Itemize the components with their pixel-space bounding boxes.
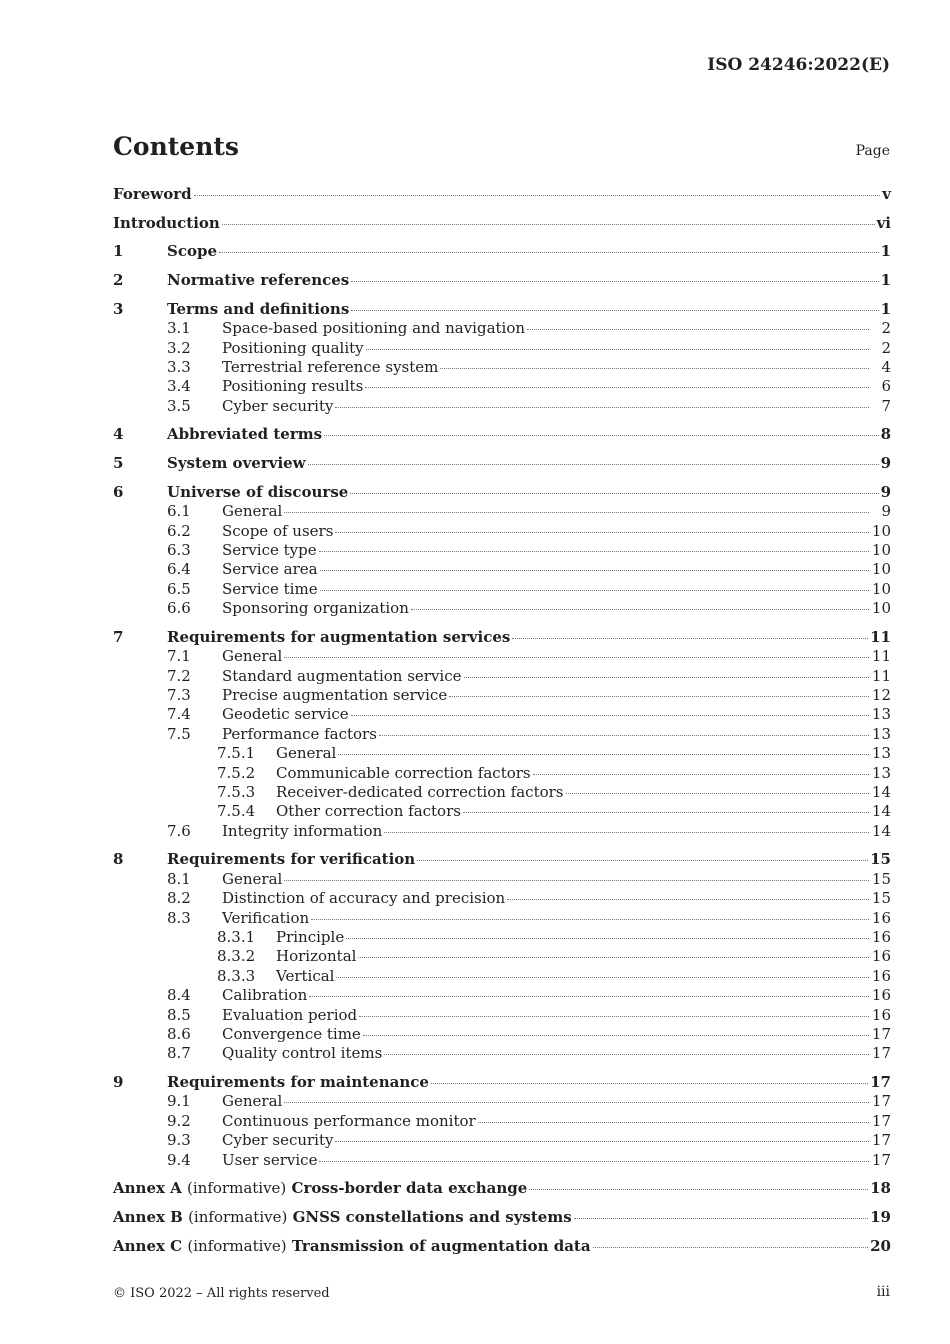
toc-entry-title [113, 1237, 591, 1255]
toc-entry-page: 20 [870, 1236, 891, 1255]
dot-leader [411, 609, 869, 610]
dot-leader [463, 812, 869, 813]
toc-entry[interactable] [113, 967, 891, 986]
toc-entry[interactable] [113, 928, 891, 947]
toc-entry-title: Quality control items [222, 1044, 383, 1063]
dot-leader [478, 1122, 869, 1123]
dot-leader [417, 860, 868, 861]
toc-entry[interactable] [113, 628, 891, 647]
toc-entry-page: v [882, 185, 891, 203]
toc-entry-number: 7.5.4 [217, 802, 256, 821]
annex-title: Transmission of augmentation data [291, 1236, 591, 1255]
toc-entry[interactable] [113, 454, 891, 473]
toc-entry[interactable] [113, 1112, 891, 1131]
toc-entry[interactable] [113, 1073, 891, 1092]
toc-entry[interactable] [113, 1025, 891, 1044]
toc-entry[interactable] [113, 705, 891, 724]
toc-entry-title: Precise augmentation service [222, 685, 448, 704]
toc-entry[interactable] [113, 909, 891, 928]
toc-entry-number: 2 [113, 271, 124, 290]
toc-entry-number: 3.1 [167, 319, 191, 338]
toc-entry-page: 1 [880, 299, 891, 318]
toc-entry-title: Introduction [113, 213, 220, 232]
annex-label: Annex A [113, 1179, 182, 1198]
toc-entry-page: 17 [871, 1150, 891, 1169]
toc-entry-page: 10 [871, 599, 891, 618]
toc-entry[interactable] [113, 822, 891, 841]
toc-entry-number: 8.4 [167, 986, 191, 1005]
toc-entry-number: 8 [113, 850, 124, 869]
dot-leader [350, 493, 878, 494]
annex-title: GNSS constellations and systems [292, 1207, 572, 1226]
toc-entry[interactable] [113, 185, 891, 204]
toc-entry-number: 6.3 [167, 540, 191, 559]
toc-entry-title: Requirements for verification [167, 850, 416, 869]
dot-leader [284, 880, 869, 881]
toc-entry-page: 17 [871, 1024, 891, 1043]
toc-entry-number: 6.4 [167, 560, 191, 579]
toc-entry-number: 6.1 [167, 502, 191, 521]
toc-entry-title: Service time [222, 579, 318, 598]
toc-entry[interactable] [113, 947, 891, 966]
dot-leader [384, 832, 869, 833]
toc-entry[interactable] [113, 339, 891, 358]
toc-entry-page: 16 [871, 927, 891, 946]
toc-entry-number: 8.3.1 [217, 927, 256, 946]
dot-leader [335, 407, 869, 408]
toc-entry-number: 6 [113, 482, 124, 501]
annex-qualifier: (informative) [187, 1179, 287, 1198]
toc-entry-title: Verification [222, 908, 310, 927]
toc-entry-number: 9.4 [167, 1150, 191, 1169]
toc-entry-number: 8.6 [167, 1024, 191, 1043]
page-number: iii [876, 1284, 890, 1300]
toc-entry[interactable] [113, 1179, 891, 1198]
toc-entry-number: 8.3.3 [217, 966, 256, 985]
toc-entry-page: 11 [871, 666, 891, 685]
toc-entry-title: Integrity information [222, 821, 383, 840]
toc-entry[interactable] [113, 986, 891, 1005]
dot-leader [311, 919, 869, 920]
toc-entry-title: Terrestrial reference system [222, 357, 439, 376]
dot-leader [512, 638, 868, 639]
toc-entry-number: 9.2 [167, 1111, 191, 1130]
toc-entry[interactable] [113, 502, 891, 521]
toc-entry-number: 7 [113, 627, 124, 646]
toc-entry-page: 1 [880, 271, 891, 290]
dot-leader [284, 1102, 869, 1103]
toc-entry-number: 8.3.2 [217, 947, 256, 966]
toc-entry[interactable] [113, 300, 891, 319]
toc-entry-title: Horizontal [276, 947, 357, 966]
toc-entry-page: 12 [871, 685, 891, 704]
dot-leader [319, 551, 869, 552]
toc-entry-number: 8.5 [167, 1005, 191, 1024]
toc-entry-page: 17 [870, 1072, 891, 1091]
toc-entry-page: 9 [880, 482, 891, 501]
toc-entry-title: Positioning results [222, 377, 364, 396]
dot-leader [365, 387, 869, 388]
toc-entry-title: Abbreviated terms [167, 425, 323, 444]
toc-entry-title: General [222, 647, 283, 666]
toc-entry-number: 5 [113, 454, 124, 473]
toc-entry[interactable] [113, 725, 891, 744]
toc-entry-number: 6.2 [167, 521, 191, 540]
toc-entry[interactable] [113, 214, 891, 233]
toc-entry-number: 7.1 [167, 647, 191, 666]
toc-entry[interactable] [113, 483, 891, 502]
toc-entry-page: 16 [871, 966, 891, 985]
toc-entry-title: Terms and definitions [167, 299, 350, 318]
dot-leader [366, 349, 869, 350]
toc-entry-number: 7.5.2 [217, 763, 256, 782]
toc-entry-title: Sponsoring organization [222, 599, 409, 618]
toc-entry-number: 8.3 [167, 908, 191, 927]
toc-entry-page: 11 [870, 627, 891, 646]
toc-entry[interactable] [113, 377, 891, 396]
toc-entry-title: User service [222, 1150, 318, 1169]
toc-entry-number: 8.7 [167, 1044, 191, 1063]
toc-entry-page: 13 [871, 705, 891, 724]
toc-entry-page: 11 [871, 647, 891, 666]
dot-leader [336, 977, 869, 978]
toc-entry-number: 7.4 [167, 705, 191, 724]
toc-entry-page: vi [876, 213, 891, 232]
toc-entry-page: 10 [871, 560, 891, 579]
dot-leader [351, 281, 878, 282]
toc-entry-number: 8.2 [167, 889, 191, 908]
toc-entry-page: 17 [871, 1131, 891, 1150]
dot-leader [284, 512, 869, 513]
toc-entry-number: 3.5 [167, 396, 191, 415]
toc-entry[interactable] [113, 358, 891, 377]
annex-label: Annex C [113, 1236, 183, 1255]
toc-entry-page: 14 [871, 821, 891, 840]
toc-entry[interactable] [113, 667, 891, 686]
toc-entry-number: 7.5.1 [217, 744, 256, 763]
toc-entry-title [113, 1179, 527, 1197]
dot-leader [507, 899, 869, 900]
toc-entry-title: Scope [167, 242, 218, 261]
dot-leader [566, 793, 870, 794]
annex-qualifier: (informative) [187, 1236, 287, 1255]
toc-entry-title: Scope of users [222, 521, 334, 540]
toc-entry-page: 15 [871, 869, 891, 888]
toc-entry-number: 8.1 [167, 869, 191, 888]
dot-leader [359, 1016, 869, 1017]
dot-leader [574, 1218, 868, 1219]
dot-leader [338, 754, 869, 755]
dot-leader [309, 996, 869, 997]
toc-entry-page: 15 [870, 850, 891, 869]
toc-entry-title: Receiver-dedicated correction factors [276, 782, 564, 801]
toc-entry-title: Convergence time [222, 1024, 361, 1043]
toc-entry-page: 15 [871, 889, 891, 908]
toc-entry-title: Requirements for maintenance [167, 1072, 429, 1091]
toc-entry[interactable] [113, 1092, 891, 1111]
toc-entry-page: 18 [870, 1179, 891, 1198]
toc-entry[interactable] [113, 541, 891, 560]
dot-leader [440, 368, 869, 369]
toc-entry-title: Principle [276, 927, 345, 946]
toc-entry-title: Service area [222, 560, 318, 579]
toc-entry-page: 14 [871, 802, 891, 821]
toc-entry-title: Service type [222, 540, 317, 559]
toc-entry-page: 19 [870, 1207, 891, 1226]
dot-leader [529, 1189, 868, 1190]
toc-entry-title: Communicable correction factors [276, 763, 531, 782]
toc-entry[interactable] [113, 1237, 891, 1256]
toc-entry-number: 3.3 [167, 357, 191, 376]
toc-entry-title: Calibration [222, 986, 308, 1005]
toc-entry-number: 7.5.3 [217, 782, 256, 801]
page-title: Contents [113, 132, 240, 161]
toc-entry-number: 3.4 [167, 377, 191, 396]
toc-entry[interactable] [113, 242, 891, 261]
dot-leader [284, 657, 869, 658]
toc-entry[interactable] [113, 764, 891, 783]
dot-leader [593, 1247, 869, 1248]
toc-entry-page: 9 [880, 454, 891, 473]
toc-entry-number: 3.2 [167, 338, 191, 357]
toc-entry-page: 8 [880, 425, 891, 444]
dot-leader [194, 195, 881, 196]
dot-leader [308, 464, 879, 465]
dot-leader [324, 435, 878, 436]
toc-entry[interactable] [113, 522, 891, 541]
toc-entry[interactable] [113, 1131, 891, 1150]
toc-entry-title: Positioning quality [222, 338, 364, 357]
toc-entry[interactable] [113, 319, 891, 338]
toc-entry[interactable] [113, 889, 891, 908]
toc-entry-page: 13 [871, 724, 891, 743]
dot-leader [533, 774, 869, 775]
toc-entry[interactable] [113, 1208, 891, 1227]
dot-leader [320, 590, 869, 591]
annex-qualifier: (informative) [188, 1207, 288, 1226]
dot-leader [319, 1161, 869, 1162]
dot-leader [320, 570, 869, 571]
toc-entry-number: 6.6 [167, 599, 191, 618]
document-id: ISO 24246:2022(E) [707, 55, 890, 75]
toc-entry-number: 9 [113, 1072, 124, 1091]
dot-leader [384, 1054, 869, 1055]
toc-entry-title: Performance factors [222, 724, 377, 743]
toc-entry[interactable] [113, 1006, 891, 1025]
toc-entry-title: Cyber security [222, 1131, 334, 1150]
toc-entry[interactable] [113, 783, 891, 802]
toc-entry-page: 10 [871, 579, 891, 598]
toc-entry-number: 4 [113, 425, 124, 444]
toc-entry[interactable] [113, 397, 891, 416]
toc-entry-page: 2 [881, 338, 891, 357]
toc-entry[interactable] [113, 850, 891, 869]
toc-entry-page: 17 [871, 1044, 891, 1063]
toc-entry[interactable] [113, 1151, 891, 1170]
toc-entry-page: 16 [871, 1005, 891, 1024]
toc-entry-title: General [222, 869, 283, 888]
toc-entry-page: 17 [871, 1111, 891, 1130]
annex-title: Cross-border data exchange [291, 1179, 528, 1198]
toc-entry-title: Vertical [276, 966, 335, 985]
toc-entry-page: 13 [871, 763, 891, 782]
toc-entry-title: Geodetic service [222, 705, 349, 724]
dot-leader [222, 224, 875, 225]
toc-entry-title: General [222, 1092, 283, 1111]
toc-entry[interactable] [113, 580, 891, 599]
toc-entry-title: Normative references [167, 271, 350, 290]
toc-entry-title [113, 1208, 572, 1226]
toc-entry-page: 2 [881, 319, 891, 338]
toc-entry-title: Universe of discourse [167, 482, 349, 501]
dot-leader [219, 252, 879, 253]
toc-entry[interactable] [113, 599, 891, 618]
dot-leader [379, 735, 869, 736]
toc-entry[interactable] [113, 425, 891, 444]
toc-entry-title: General [222, 502, 283, 521]
toc-entry-title: Distinction of accuracy and precision [222, 889, 506, 908]
toc-entry-title: Cyber security [222, 396, 334, 415]
toc-entry-page: 10 [871, 540, 891, 559]
dot-leader [431, 1083, 868, 1084]
toc-entry-page: 9 [881, 502, 891, 521]
toc-entry-number: 3 [113, 299, 124, 318]
dot-leader [358, 957, 869, 958]
page-column-label: Page [855, 143, 890, 159]
toc-entry-page: 16 [871, 908, 891, 927]
toc-entry[interactable] [113, 686, 891, 705]
toc-entry-title: System overview [167, 454, 306, 473]
toc-entry-page: 10 [871, 521, 891, 540]
toc-entry[interactable] [113, 1044, 891, 1063]
toc-entry-page: 4 [881, 357, 891, 376]
toc-entry-page: 16 [871, 947, 891, 966]
dot-leader [351, 310, 878, 311]
toc-entry-title: Continuous performance monitor [222, 1111, 476, 1130]
toc-entry[interactable] [113, 802, 891, 821]
toc-entry-title: Other correction factors [276, 802, 461, 821]
toc-entry-title: General [276, 744, 337, 763]
toc-entry-number: 7.3 [167, 685, 191, 704]
toc-entry-page: 6 [881, 377, 891, 396]
toc-entry-page: 17 [871, 1092, 891, 1111]
toc-entry[interactable] [113, 271, 891, 290]
toc-entry-title: Standard augmentation service [222, 666, 462, 685]
toc-entry[interactable] [113, 560, 891, 579]
dot-leader [449, 696, 869, 697]
dot-leader [363, 1035, 869, 1036]
toc-entry-number: 6.5 [167, 579, 191, 598]
toc-entry[interactable] [113, 744, 891, 763]
annex-label: Annex B [113, 1207, 183, 1226]
toc-entry-number: 7.2 [167, 666, 191, 685]
toc-entry-title: Foreword [113, 185, 192, 203]
toc-entry[interactable] [113, 647, 891, 666]
dot-leader [346, 938, 869, 939]
toc-entry-page: 14 [871, 782, 891, 801]
copyright-notice: © ISO 2022 – All rights reserved [113, 1286, 330, 1301]
toc-entry-page: 7 [881, 396, 891, 415]
toc-entry-number: 7.6 [167, 821, 191, 840]
dot-leader [351, 715, 869, 716]
toc-entry[interactable] [113, 870, 891, 889]
toc-entry-number: 9.1 [167, 1092, 191, 1111]
dot-leader [335, 532, 869, 533]
toc-entry-number: 1 [113, 242, 124, 261]
toc-entry-page: 16 [871, 986, 891, 1005]
toc-entry-title: Evaluation period [222, 1005, 358, 1024]
toc-entry-title: Requirements for augmentation services [167, 627, 511, 646]
toc-entry-number: 9.3 [167, 1131, 191, 1150]
table-of-contents [113, 185, 891, 1256]
toc-entry-title: Space-based positioning and navigation [222, 319, 526, 338]
dot-leader [335, 1141, 869, 1142]
toc-entry-number: 7.5 [167, 724, 191, 743]
toc-entry-page: 1 [880, 242, 891, 261]
dot-leader [527, 329, 869, 330]
toc-entry-page: 13 [871, 744, 891, 763]
dot-leader [464, 677, 869, 678]
